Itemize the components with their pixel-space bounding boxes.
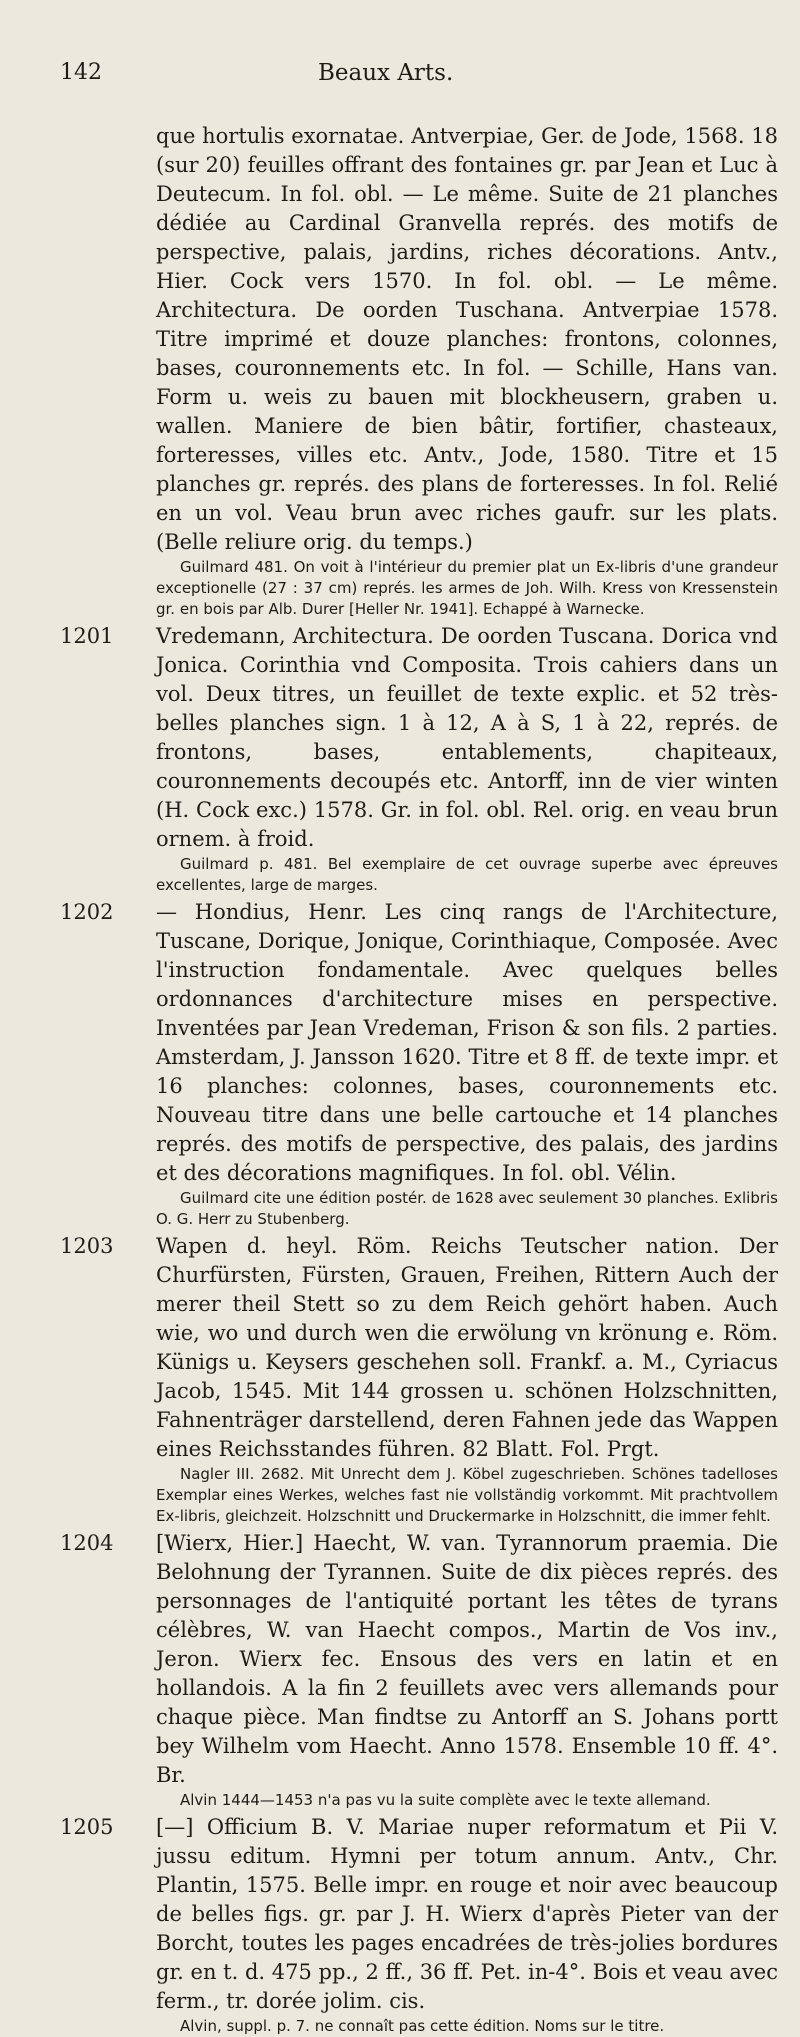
entry-note: Guilmard 481. On voit à l'intérieur du premier plat un Ex-libris d'une grandeur exceptionelle (27 : 37 cm) représ. les armes de Joh. Wilh. Kress von Kressenstein gr. en bois par Alb. Durer [Heller Nr. 1941]. Echappé à Warnecke. [156,558,778,618]
running-title: Beaux Arts. [318,60,454,86]
entry-continued [60,122,778,620]
entry-text: Wapen d. heyl. Röm. Reichs Teutscher nation. Der Churfürsten, Fürsten, Grauen, Freihen, Rittern Auch der merer theil Stett so zu dem Reich gehört haben. Auch wie, wo und durch wen die erwölung vn krönung e. Röm. Künigs u. Keysers geschehen soll. Frankf. a. M., Cyriacus Jacob, 1545. Mit 144 grossen u. schönen Holzschnitten, Fahnenträger darstellend, deren Fahnen jede das Wappen eines Reichsstandes führen. 82 Blatt. Fol. Prgt. [156,1234,778,1461]
catalogue-entries [60,122,778,2037]
page-number: 142 [60,60,102,85]
entry-text: Vredemann, Architectura. De oorden Tuscana. Dorica vnd Jonica. Corinthia vnd Composita. Trois cahiers dans un vol. Deux titres, un feuillet de texte explic. et 52 très-belles planches sign. 1 à 12, A à S, 1 à 22, représ. de frontons, bases, entablements, chapiteaux, couronnements decoupés etc. Antorff, inn de vier winten (H. Cock exc.) 1578. Gr. in fol. obl. Rel. orig. en veau brun ornem. à froid. [156,624,778,851]
entry-1202 [60,898,778,1230]
lot-number: 1205 [60,1815,114,1839]
entry-1204 [60,1529,778,1811]
entry-note: Alvin 1444—1453 n'a pas vu la suite complète avec le texte allemand. [180,1791,711,1809]
entry-1205 [60,1813,778,2037]
entry-note: Guilmard cite une édition postér. de 1628 avec seulement 30 planches. Exlibris O. G. Herr zu Stubenberg. [156,1189,778,1228]
entry-note: Alvin, suppl. p. 7. ne connaît pas cette édition. Noms sur le titre. [180,2017,665,2035]
lot-number: 1204 [60,1531,114,1555]
lot-number: 1201 [60,624,114,648]
entry-note: Guilmard p. 481. Bel exemplaire de cet ouvrage superbe avec épreuves excellentes, large de marges. [156,855,778,894]
entry-text: [Wierx, Hier.] Haecht, W. van. Tyrannorum praemia. Die Belohnung der Tyrannen. Suite de dix pièces représ. des personnages de l'antiquité portant les têtes de tyrans célèbres, W. van Haecht compos., Martin de Vos inv., Jeron. Wierx fec. Ensous des vers en latin et en hollandois. A la fin 2 feuillets avec vers allemands pour chaque pièce. Man findtse zu Antorff an S. Johans portt bey Wilhelm vom Haecht. Anno 1578. Ensemble 10 ff. 4°. Br. [156,1531,778,1787]
entry-text: [—] Officium B. V. Mariae nuper reformatum et Pii V. jussu editum. Hymni per totum annum. Antv., Chr. Plantin, 1575. Belle impr. en rouge et noir avec beaucoup de belles figs. gr. par J. H. Wierx d'après Pieter van der Borcht, toutes les pages encadrées de très-jolies bordures gr. en t. d. 475 pp., 2 ff., 36 ff. Pet. in-4°. Bois et veau avec ferm., tr. dorée jolim. cis. [156,1815,778,2013]
entry-text: — Hondius, Henr. Les cinq rangs de l'Architecture, Tuscane, Dorique, Jonique, Corinthiaque, Composée. Avec l'instruction fondamentale. Avec quelques belles ordonnances d'architecture mises en perspective. Inventées par Jean Vredeman, Frison & son fils. 2 parties. Amsterdam, J. Jansson 1620. Titre et 8 ff. de texte impr. et 16 planches: colonnes, bases, couronnements etc. Nouveau titre dans une belle cartouche et 14 planches représ. des motifs de perspective, des palais, des jardins et des décorations magnifiques. In fol. obl. Vélin. [156,900,778,1185]
entry-note: Nagler III. 2682. Mit Unrecht dem J. Köbel zugeschrieben. Schönes tadelloses Exemplar eines Werkes, welches fast nie vollständig vorkommt. Mit prachtvollem Ex-libris, gleichzeit. Holzschnitt und Druckermarke in Holzschnitt, die immer fehlt. [156,1465,778,1525]
page-header [0,60,800,90]
lot-number: 1203 [60,1234,114,1258]
entry-1201 [60,622,778,896]
entry-1203 [60,1232,778,1527]
entry-text: que hortulis exornatae. Antverpiae, Ger. de Jode, 1568. 18 (sur 20) feuilles offrant des fontaines gr. par Jean et Luc à Deutecum. In fol. obl. — Le même. Suite de 21 planches dédiée au Cardinal Granvella représ. des motifs de perspective, palais, jardins, riches décorations. Antv., Hier. Cock vers 1570. In fol. obl. — Le même. Architectura. De oorden Tuschana. Antverpiae 1578. Titre imprimé et douze planches: frontons, colonnes, bases, couronnements etc. In fol. — Schille, Hans van. Form u. weis zu bauen mit blockheusern, graben u. wallen. Maniere de bien bâtir, fortifier, chasteaux, forteresses, villes etc. Antv., Jode, 1580. Titre et 15 planches gr. représ. des plans de forteresses. In fol. Relié en un vol. Veau brun avec riches gaufr. sur les plats. (Belle reliure orig. du temps.) [156,124,778,554]
lot-number: 1202 [60,900,114,924]
